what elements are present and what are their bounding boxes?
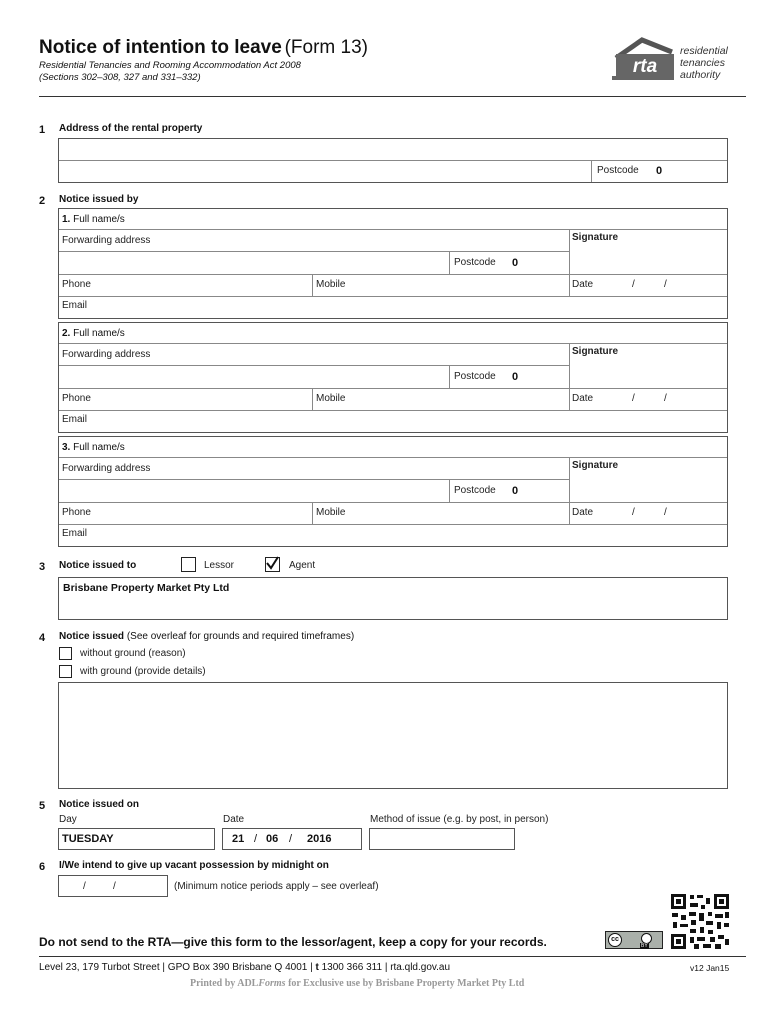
tenant-number: 3.	[62, 442, 71, 453]
signature-divider	[569, 457, 570, 502]
vacate-sep-1: /	[83, 881, 86, 892]
method-field[interactable]	[369, 828, 515, 850]
qr-code-icon	[670, 893, 730, 950]
date-label: Date	[223, 814, 245, 825]
forwarding-address-label: Forwarding address	[62, 349, 151, 360]
with-ground-label: with ground (provide details)	[80, 666, 206, 677]
email-label: Email	[62, 300, 88, 311]
phone-divider	[312, 274, 313, 296]
logo-line-1: residential	[680, 45, 728, 57]
tenant-postcode-label: Postcode	[454, 257, 496, 268]
signature-divider	[569, 343, 570, 388]
tenant-row-divider	[59, 502, 727, 503]
date-day-value: 21	[232, 833, 245, 845]
date-month-value: 06	[266, 833, 279, 845]
section-6-title: I/We intend to give up vacant possession by midnight on	[59, 860, 329, 871]
agent-checkbox[interactable]	[265, 557, 280, 572]
mobile-divider	[569, 388, 570, 410]
footer-phone: 1300 366 311 | rta.qld.gov.au	[318, 962, 451, 973]
tenant-row-divider	[59, 343, 727, 344]
mobile-label: Mobile	[316, 279, 346, 290]
phone-label: Phone	[62, 279, 91, 290]
signature-divider	[569, 229, 570, 274]
tenant-row-divider	[59, 251, 569, 252]
tenant-block	[58, 436, 728, 547]
tenant-row-divider	[59, 274, 727, 275]
agent-label: Agent	[289, 560, 316, 571]
section-5-number: 5	[39, 800, 46, 812]
section-2-number: 2	[39, 195, 46, 207]
tenant-date-sep-2: /	[664, 393, 667, 404]
logo-line-3: authority	[680, 69, 721, 81]
rta-logo	[610, 36, 735, 86]
without-ground-checkbox[interactable]	[59, 647, 72, 660]
form-header	[39, 37, 368, 59]
tenant-postcode-value[interactable]: 0	[512, 371, 519, 383]
mobile-divider	[569, 502, 570, 524]
tenant-full-name-label: Full name/s	[73, 214, 125, 225]
printed-by-post: for Exclusive use by Brisbane Property Market Pty Ltd	[285, 978, 525, 989]
with-ground-checkbox[interactable]	[59, 665, 72, 678]
rta-logo-words	[680, 45, 728, 81]
address-line-2[interactable]	[59, 161, 589, 182]
date-sep-1: /	[254, 833, 258, 845]
form-number: (Form 13)	[284, 37, 368, 58]
postcode-divider	[449, 251, 450, 274]
tenant-full-name-row[interactable]	[62, 442, 125, 453]
footer-address: Level 23, 179 Turbot Street | GPO Box 390 Brisbane Q 4001 |	[39, 962, 316, 973]
signature-field[interactable]	[571, 359, 726, 387]
postcode-divider	[449, 365, 450, 388]
section-3-title: Notice issued to	[59, 560, 137, 571]
date-field[interactable]	[222, 828, 362, 850]
tenant-date-sep-1: /	[632, 507, 635, 518]
lessor-label: Lessor	[204, 560, 235, 571]
day-value: TUESDAY	[62, 833, 114, 845]
day-field[interactable]	[58, 828, 215, 850]
signature-field[interactable]	[571, 245, 726, 273]
printed-by-pre: Printed by ADL	[190, 978, 259, 989]
tenant-row-divider	[59, 410, 727, 411]
cc-by-text: BY	[641, 943, 648, 949]
section-1-title: Address of the rental property	[59, 123, 203, 134]
tenant-postcode-value[interactable]: 0	[512, 485, 519, 497]
vacate-date-field[interactable]	[58, 875, 168, 897]
tenant-row-divider	[59, 479, 569, 480]
forwarding-address-label: Forwarding address	[62, 235, 151, 246]
vacate-sep-2: /	[113, 881, 116, 892]
lessor-checkbox[interactable]	[181, 557, 196, 572]
tenant-row-divider	[59, 524, 727, 525]
grounds-details-box[interactable]	[58, 682, 728, 789]
tenant-row-divider	[59, 457, 727, 458]
rta-house-icon	[610, 36, 680, 84]
tenant-full-name-label: Full name/s	[73, 328, 125, 339]
phone-divider	[312, 388, 313, 410]
tenant-row-divider	[59, 296, 727, 297]
forwarding-address-label: Forwarding address	[62, 463, 151, 474]
footer-phone-prefix: t	[315, 962, 319, 973]
tenant-date-sep-1: /	[632, 279, 635, 290]
section-5-title: Notice issued on	[59, 799, 140, 810]
footer-contact	[39, 962, 450, 973]
method-label: Method of issue (e.g. by post, in person)	[370, 814, 549, 825]
act-name: Residential Tenancies and Rooming Accommodation Act 2008	[39, 60, 301, 71]
rta-logo-text: rta	[632, 56, 658, 77]
form-version: v12 Jan15	[690, 963, 730, 973]
header-divider	[39, 96, 746, 97]
cc-by-badge	[605, 931, 663, 949]
tenant-date-label: Date	[572, 393, 594, 404]
signature-label: Signature	[572, 460, 619, 471]
tenant-row-divider	[59, 365, 569, 366]
act-sections: (Sections 302–308, 327 and 331–332)	[39, 72, 201, 83]
phone-label: Phone	[62, 393, 91, 404]
form-title: Notice of intention to leave	[39, 37, 282, 58]
address-line-1[interactable]	[59, 139, 727, 160]
tenant-number: 1.	[62, 214, 71, 225]
tenant-date-sep-1: /	[632, 393, 635, 404]
tenant-block	[58, 208, 728, 319]
section-3-number: 3	[39, 561, 46, 573]
section-2-title: Notice issued by	[59, 194, 139, 205]
printed-by-note	[190, 978, 524, 989]
tenant-postcode-label: Postcode	[454, 485, 496, 496]
address-postcode-value[interactable]: 0	[656, 165, 663, 177]
tenant-date-sep-2: /	[664, 507, 667, 518]
tenant-date-label: Date	[572, 507, 594, 518]
cc-icon: cc	[608, 933, 622, 947]
tenant-full-name-label: Full name/s	[73, 442, 125, 453]
date-year-value: 2016	[307, 833, 332, 845]
address-postcode-label: Postcode	[597, 165, 639, 176]
postcode-divider	[449, 479, 450, 502]
section-1-number: 1	[39, 124, 46, 136]
tenant-date-sep-2: /	[664, 279, 667, 290]
section-4-number: 4	[39, 632, 46, 644]
tenant-full-name-row[interactable]	[62, 214, 125, 225]
tenant-number: 2.	[62, 328, 71, 339]
logo-line-2: tenancies	[680, 57, 725, 69]
day-label: Day	[59, 814, 77, 825]
tenant-row-divider	[59, 388, 727, 389]
footer-divider	[39, 956, 746, 957]
email-label: Email	[62, 528, 88, 539]
phone-divider	[312, 502, 313, 524]
signature-field[interactable]	[571, 473, 726, 501]
mobile-divider	[569, 274, 570, 296]
printed-by-forms: Forms	[258, 978, 286, 989]
tenant-postcode-value[interactable]: 0	[512, 257, 519, 269]
without-ground-label: without ground (reason)	[80, 648, 186, 659]
address-box	[58, 138, 728, 183]
signature-label: Signature	[572, 346, 619, 357]
postcode-divider	[591, 160, 592, 182]
tenant-postcode-label: Postcode	[454, 371, 496, 382]
section-4-title: Notice issued	[59, 631, 125, 642]
do-not-send-warning: Do not send to the RTA—give this form to the lessor/agent, keep a copy for your records.	[39, 935, 547, 949]
qr-code	[670, 893, 730, 953]
section-4-subtitle: (See overleaf for grounds and required timeframes)	[126, 631, 355, 642]
issued-to-box[interactable]	[58, 577, 728, 620]
issued-to-value: Brisbane Property Market Pty Ltd	[63, 582, 230, 594]
tenant-block	[58, 322, 728, 433]
section-6-number: 6	[39, 861, 46, 873]
tenant-full-name-row[interactable]	[62, 328, 125, 339]
signature-label: Signature	[572, 232, 619, 243]
tenant-date-label: Date	[572, 279, 594, 290]
minimum-notice-note: (Minimum notice periods apply – see overleaf)	[174, 881, 379, 892]
date-sep-2: /	[289, 833, 293, 845]
section-4-heading	[59, 631, 354, 642]
checkmark-icon	[265, 556, 279, 570]
tenant-row-divider	[59, 229, 727, 230]
mobile-label: Mobile	[316, 393, 346, 404]
phone-label: Phone	[62, 507, 91, 518]
mobile-label: Mobile	[316, 507, 346, 518]
email-label: Email	[62, 414, 88, 425]
